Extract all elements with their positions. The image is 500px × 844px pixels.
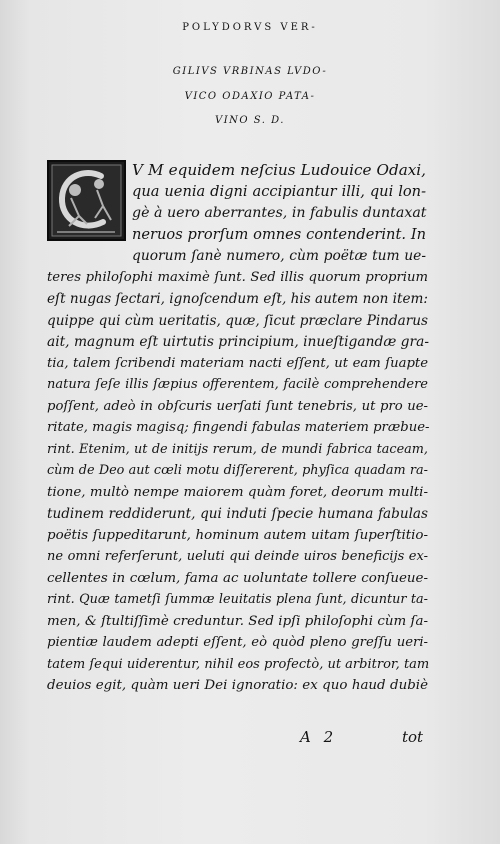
text-line: men, & ſtultiſſimè creduntur. Sed ipſi philoſophi cùm ſa- [47, 613, 428, 629]
text-line: poëtis ſuppeditarunt, hominum autem uitam ſuperſtitio- [47, 527, 428, 543]
text-line: qua uenia digni accipiantur illi, qui lon- [132, 182, 426, 200]
text-line: quorum ſanè numero, cùm poëtæ tum ue- [132, 248, 426, 264]
heading-line-1: POLYDORVS VER- [182, 22, 318, 33]
heading-line-2: GILIVS VRBINAS LVDO- [172, 66, 328, 77]
text-line: rint. Quæ tametſi ſummæ leuitatis plena ſunt, dicuntur ta- [47, 592, 428, 607]
text-line: neruos prorſum omnes contenderint. In [132, 225, 426, 243]
text-line: ritate, magis magisq; fingendi fabulas materiem præbue- [47, 420, 430, 435]
text-line: pientiæ laudem adepti eſſent, eò quòd pleno greſſu ueri- [47, 635, 428, 650]
text-line: cellentes in cœlum, fama ac uoluntate tollere conſueue- [47, 570, 428, 586]
text-line: V M equidem neſcius Ludouice Odaxi, [132, 161, 426, 179]
text-line: tione, multò nempe maiorem quàm foret, deorum multi- [47, 484, 428, 500]
text-line: tia, talem ſcribendi materiam nacti eſſent, ut eam ſuapte [47, 355, 428, 371]
text-line: tudinem reddiderunt, qui induti ſpecie humana fabulas [47, 506, 428, 522]
text-line: eſt nugas ſectari, ignoſcendum eſt, his autem non item: [47, 291, 428, 307]
heading-line-3: VICO ODAXIO PATA- [184, 91, 316, 102]
text-line: teres philoſophi maximè ſunt. Sed illis quorum proprium [47, 269, 428, 285]
text-line: cùm de Deo aut cœli motu diſſererent, phyſica quadam ra- [47, 463, 428, 478]
catchword: tot [402, 728, 424, 746]
text-line: deuios egit, quàm ueri Dei ignoratio: ex quo haud dubiè [47, 678, 428, 693]
text-line: rint. Etenim, ut de initijs rerum, de mundi fabrica taceam, [47, 441, 428, 457]
text-line: natura ſeſe illis ſæpius offerentem, facilè comprehendere [47, 377, 428, 392]
text-line: gè à uero aberrantes, in fabulis duntaxat [132, 205, 427, 221]
signature-mark: A 2 [300, 728, 338, 746]
heading-line-4: VINO S. D. [215, 115, 285, 126]
text-line: tatem ſequi uiderentur, nihil eos profectò, ut arbitror, tam [47, 656, 430, 672]
text-line: poſſent, adeò in obſcuris uerſati ſunt tenebris, ut pro ue- [47, 398, 428, 414]
text-line: quippe qui cùm ueritatis, quæ, ſicut præclare Pindarus [47, 312, 428, 329]
text-line: ne omni referſerunt, ueluti qui deinde uiros beneficijs ex- [47, 549, 428, 564]
text-line: ait, magnum eſt uirtutis principium, inueſtigandæ gra- [47, 334, 429, 350]
